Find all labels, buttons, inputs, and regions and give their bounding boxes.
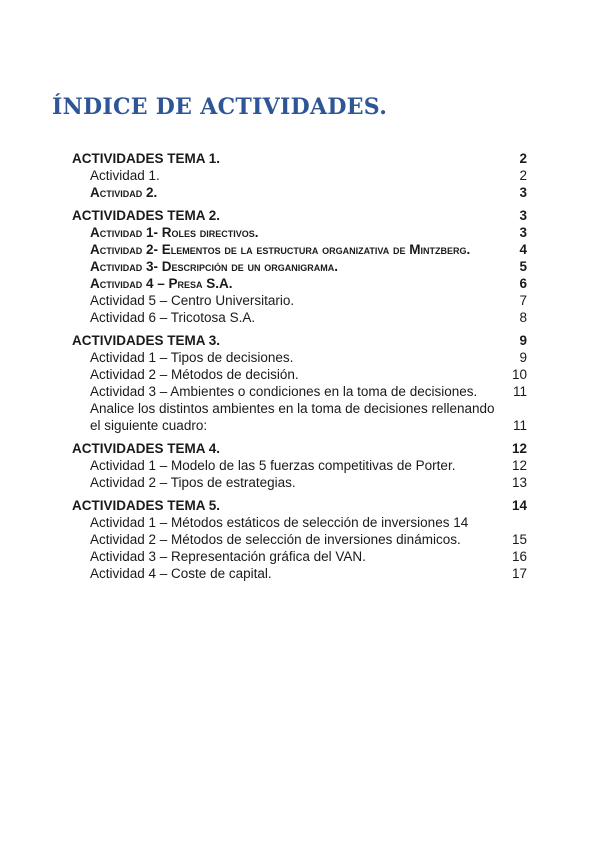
toc-heading[interactable]	[72, 150, 527, 167]
toc-entry-page: 8	[519, 310, 527, 325]
toc-entry-label: Actividad 2- Elementos de la estructura organizativa de Mintzberg.	[90, 242, 471, 257]
toc-entry-label: Actividad 2 – Métodos de selección de inversiones dinámicos.	[90, 532, 461, 547]
toc-section-tema-4	[72, 440, 527, 491]
toc-heading-page: 12	[511, 441, 527, 456]
toc-entry-label: Actividad 4 – Presa S.A.	[90, 276, 233, 291]
toc-entry[interactable]	[72, 309, 527, 326]
toc-entry-page: 11	[512, 418, 527, 433]
toc-entry[interactable]	[72, 366, 527, 383]
toc-entry-label: Actividad 3 – Representación gráfica del VAN.	[90, 549, 366, 564]
toc-entry-label: Actividad 3- Descripción de un organigrama.	[90, 259, 339, 274]
toc-entry-page: 3	[519, 225, 527, 240]
toc-entry[interactable]	[72, 292, 527, 309]
toc-entry-label: Actividad 2 – Tipos de estrategias.	[90, 475, 296, 490]
toc-section-tema-1	[72, 150, 527, 201]
toc-section-tema-3	[72, 332, 527, 434]
toc-entry-page: 7	[519, 293, 527, 308]
toc-entry-label: Actividad 1- Roles directivos.	[90, 225, 259, 240]
toc-entry-page: 4	[519, 242, 527, 257]
toc-entry-page: 3	[519, 185, 527, 200]
toc-heading-label: ACTIVIDADES TEMA 4.	[72, 441, 221, 456]
toc-entry-label: Actividad 5 – Centro Universitario.	[90, 293, 295, 308]
toc-entry[interactable]	[72, 224, 527, 241]
table-of-contents	[72, 150, 527, 588]
toc-heading[interactable]	[72, 497, 527, 514]
toc-entry-label: Analice los distintos ambientes en la toma de decisiones rellenando el siguiente cuadro:	[90, 401, 495, 433]
toc-entry[interactable]	[72, 241, 527, 258]
toc-entry-page: 15	[511, 532, 527, 547]
toc-entry-label: Actividad 3 – Ambientes o condiciones en la toma de decisiones.	[90, 384, 478, 399]
toc-entry-label: Actividad 1 – Métodos estáticos de selección de inversiones 14	[90, 515, 469, 530]
toc-section-tema-2	[72, 207, 527, 326]
toc-entry-label: Actividad 6 – Tricotosa S.A.	[90, 310, 256, 325]
toc-entry-label: Actividad 1.	[90, 168, 160, 183]
toc-heading[interactable]	[72, 440, 527, 457]
toc-entry-page: 6	[519, 276, 527, 291]
toc-heading-page: 9	[519, 333, 527, 348]
toc-entry[interactable]	[72, 275, 527, 292]
toc-entry[interactable]	[72, 565, 527, 582]
toc-entry[interactable]	[72, 167, 527, 184]
toc-entry[interactable]	[72, 457, 527, 474]
toc-section-tema-5	[72, 497, 527, 582]
toc-entry-page: 10	[511, 367, 527, 382]
toc-heading[interactable]	[72, 207, 527, 224]
toc-entry-page: 11	[512, 384, 527, 399]
toc-heading-label: ACTIVIDADES TEMA 5.	[72, 498, 221, 513]
toc-entry-label: Actividad 2.	[90, 185, 158, 200]
toc-entry-page: 9	[519, 350, 527, 365]
toc-entry-page: 13	[511, 475, 527, 490]
toc-entry-page: 16	[511, 549, 527, 564]
toc-heading-page: 3	[519, 208, 527, 223]
toc-entry[interactable]	[72, 383, 527, 400]
toc-entry-page: 17	[511, 566, 527, 581]
toc-entry-label: Actividad 4 – Coste de capital.	[90, 566, 272, 581]
toc-entry-label: Actividad 1 – Tipos de decisiones.	[90, 350, 294, 365]
toc-heading-label: ACTIVIDADES TEMA 3.	[72, 333, 221, 348]
toc-entry[interactable]	[72, 514, 527, 531]
toc-entry-page: 2	[519, 168, 527, 183]
toc-entry[interactable]	[72, 400, 527, 434]
toc-heading-label: ACTIVIDADES TEMA 2.	[72, 208, 221, 223]
page-title: ÍNDICE DE ACTIVIDADES.	[52, 94, 388, 120]
toc-entry-page: 5	[519, 259, 527, 274]
toc-entry-page: 12	[511, 458, 527, 473]
toc-heading-page: 2	[519, 151, 527, 166]
toc-heading-page: 14	[511, 498, 527, 513]
toc-entry[interactable]	[72, 184, 527, 201]
toc-entry[interactable]	[72, 548, 527, 565]
toc-entry[interactable]	[72, 258, 527, 275]
toc-heading-label: ACTIVIDADES TEMA 1.	[72, 151, 221, 166]
toc-entry-label: Actividad 2 – Métodos de decisión.	[90, 367, 299, 382]
toc-entry[interactable]	[72, 349, 527, 366]
toc-entry-label: Actividad 1 – Modelo de las 5 fuerzas competitivas de Porter.	[90, 458, 456, 473]
toc-entry[interactable]	[72, 474, 527, 491]
toc-entry[interactable]	[72, 531, 527, 548]
toc-heading[interactable]	[72, 332, 527, 349]
